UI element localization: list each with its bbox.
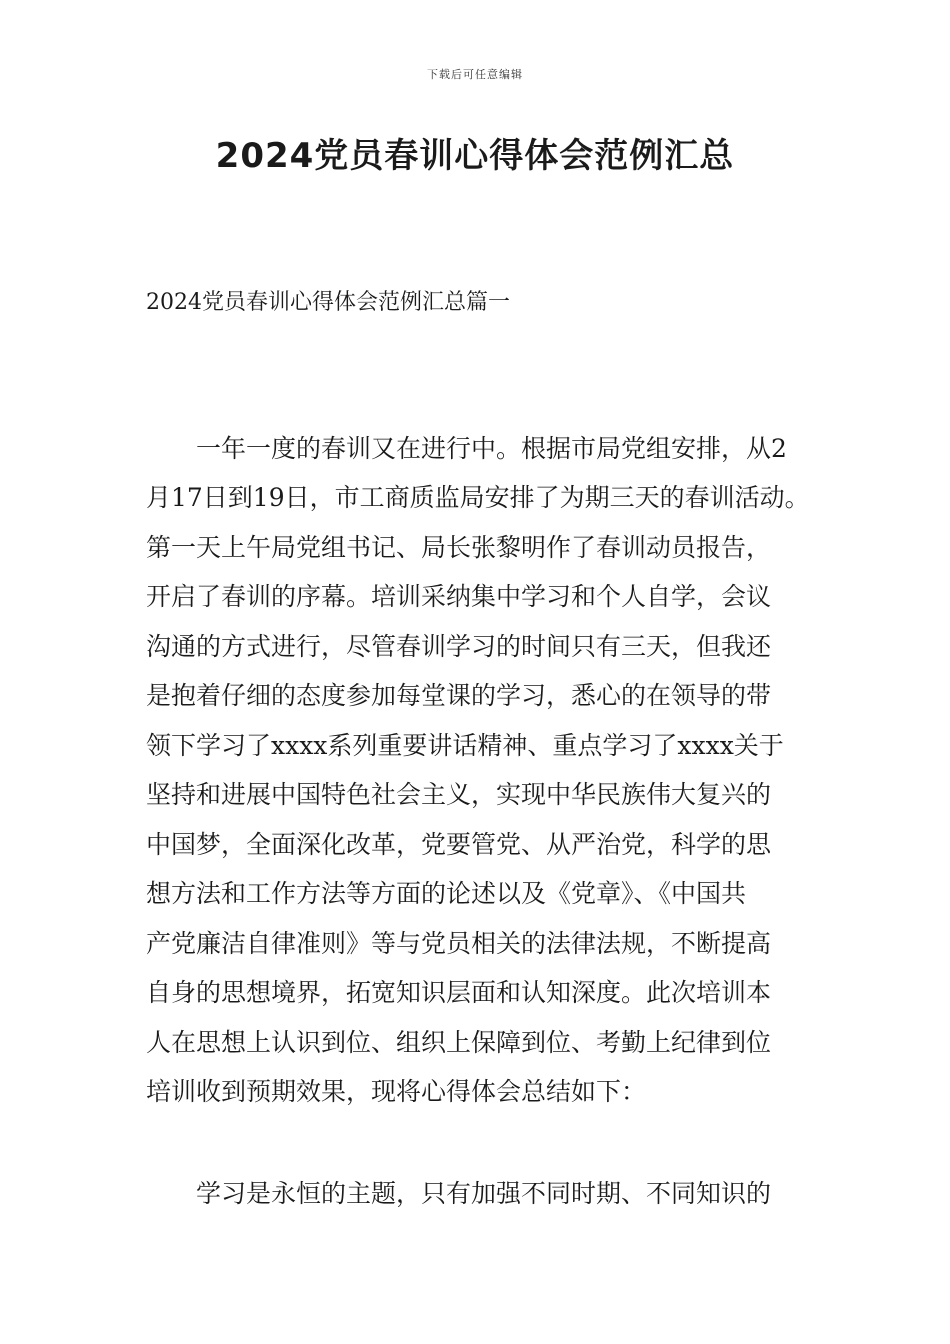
section-heading: 2024党员春训心得体会范例汇总篇一	[146, 290, 510, 315]
paragraph-line: 人在思想上认识到位、组织上保障到位、考勤上纪律到位	[146, 1028, 772, 1057]
paragraph-line: 领下学习了xxxx系列重要讲话精神、重点学习了xxxx关于	[146, 731, 784, 760]
paragraph-line: 月17日到19日，市工商质监局安排了为期三天的春训活动。	[146, 483, 810, 512]
paragraph-line: 坚持和进展中国特色社会主义，实现中华民族伟大复兴的	[146, 780, 772, 809]
paragraph-line: 培训收到预期效果，现将心得体会总结如下：	[146, 1077, 647, 1106]
paragraph-line: 中国梦，全面深化改革，党要管党、从严治党，科学的思	[146, 830, 772, 859]
paragraph-line: 沟通的方式进行，尽管春训学习的时间只有三天，但我还	[146, 632, 772, 661]
paragraph-line: 学习是永恒的主题，只有加强不同时期、不同知识的	[196, 1179, 772, 1208]
paragraph-line: 自身的思想境界，拓宽知识层面和认知深度。此次培训本	[146, 978, 772, 1007]
document-title: 2024党员春训心得体会范例汇总	[215, 136, 735, 176]
paragraph-line: 一年一度的春训又在进行中。根据市局党组安排，从2	[196, 434, 787, 463]
paragraph-line: 是抱着仔细的态度参加每堂课的学习，悉心的在领导的带	[146, 681, 772, 710]
paragraph-line: 开启了春训的序幕。培训采纳集中学习和个人自学，会议	[146, 582, 772, 611]
paragraph-line: 第一天上午局党组书记、局长张黎明作了春训动员报告，	[146, 533, 772, 562]
paragraph-line: 产党廉洁自律准则》等与党员相关的法律法规，不断提高	[146, 929, 772, 958]
paragraph-line: 想方法和工作方法等方面的论述以及《党章》、《中国共	[146, 879, 747, 908]
header-note: 下载后可任意编辑	[427, 68, 523, 81]
